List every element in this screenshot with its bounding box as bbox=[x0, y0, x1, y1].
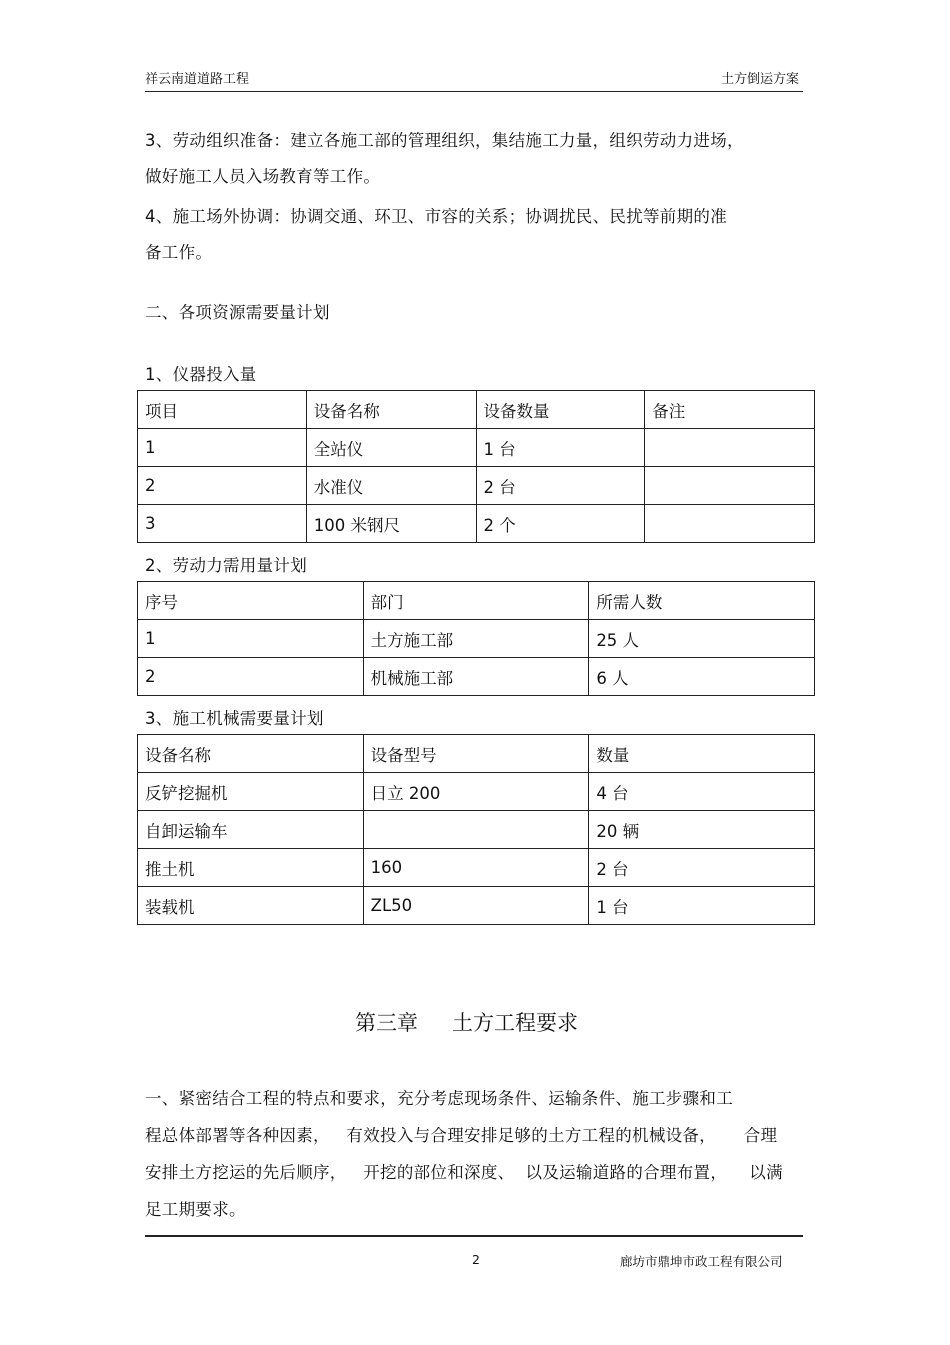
table-cell: 1 台 bbox=[589, 887, 815, 925]
table-cell: 2 个 bbox=[476, 505, 645, 543]
body-line1: 一、紧密结合工程的特点和要求，充分考虑现场条件、运输条件、施工步骤和工 bbox=[145, 1089, 733, 1108]
table-cell: 2 台 bbox=[476, 467, 645, 505]
footer-company: 廊坊市鼎坤市政工程有限公司 bbox=[620, 1254, 783, 1269]
table-header-cell: 设备数量 bbox=[476, 391, 645, 429]
table-cell: 装载机 bbox=[138, 887, 364, 925]
machinery-table bbox=[137, 734, 815, 925]
table-cell: 4 台 bbox=[589, 773, 815, 811]
table-cell: 水准仪 bbox=[306, 467, 476, 505]
table-cell: 1 台 bbox=[476, 429, 645, 467]
table-cell: 160 bbox=[363, 849, 589, 887]
table-cell bbox=[645, 467, 815, 505]
body-line2: 程总体部署等各种因素， 有效投入与合理安排足够的土方工程的机械设备， 合理 bbox=[145, 1126, 778, 1145]
table-row bbox=[138, 429, 815, 467]
table-cell: 2 bbox=[138, 467, 307, 505]
table-cell: 自卸运输车 bbox=[138, 811, 364, 849]
table-cell: 25 人 bbox=[589, 620, 815, 658]
table-header-cell: 备注 bbox=[645, 391, 815, 429]
table-header-cell: 数量 bbox=[589, 735, 815, 773]
table-cell bbox=[645, 505, 815, 543]
body-line4: 足工期要求。 bbox=[145, 1200, 246, 1219]
table-header-cell: 序号 bbox=[138, 582, 364, 620]
table-cell bbox=[363, 811, 589, 849]
table-cell: 推土机 bbox=[138, 849, 364, 887]
table-cell: 反铲挖掘机 bbox=[138, 773, 364, 811]
table-cell: 1 bbox=[138, 620, 364, 658]
table-cell: 100 米钢尺 bbox=[306, 505, 476, 543]
header-rule bbox=[145, 91, 803, 92]
table-cell: 机械施工部 bbox=[363, 658, 589, 696]
table-cell: 20 辆 bbox=[589, 811, 815, 849]
header-right: 土方倒运方案 bbox=[721, 72, 800, 87]
table-header-cell: 设备名称 bbox=[138, 735, 364, 773]
table-header-row bbox=[138, 391, 815, 429]
table-header-row bbox=[138, 735, 815, 773]
table-cell: 6 人 bbox=[589, 658, 815, 696]
table-header-cell: 设备名称 bbox=[306, 391, 476, 429]
footer-rule bbox=[145, 1235, 803, 1237]
table-header-cell: 所需人数 bbox=[589, 582, 815, 620]
table-cell: 1 bbox=[138, 429, 307, 467]
table2-caption: 2、劳动力需用量计划 bbox=[145, 556, 307, 575]
table-row bbox=[138, 467, 815, 505]
item3-line1: 3、劳动组织准备：建立各施工部的管理组织，集结施工力量，组织劳动力进场， bbox=[145, 131, 744, 150]
body-line3: 安排土方挖运的先后顺序， 开挖的部位和深度、 以及运输道路的合理布置， 以满 bbox=[145, 1163, 783, 1182]
table-cell: 日立 200 bbox=[363, 773, 589, 811]
table-row bbox=[138, 887, 815, 925]
table-row bbox=[138, 505, 815, 543]
item3-line2: 做好施工人员入场教育等工作。 bbox=[145, 167, 381, 186]
table-cell: ZL50 bbox=[363, 887, 589, 925]
page-number: 2 bbox=[472, 1252, 480, 1267]
section2-title: 二、各项资源需要量计划 bbox=[145, 303, 330, 322]
chapter-title: 土方工程要求 bbox=[452, 1011, 578, 1035]
table-cell: 3 bbox=[138, 505, 307, 543]
table-header-cell: 项目 bbox=[138, 391, 307, 429]
instrument-table bbox=[137, 390, 815, 543]
table-cell: 2 bbox=[138, 658, 364, 696]
item4-line1: 4、施工场外协调：协调交通、环卫、市容的关系；协调扰民、民扰等前期的准 bbox=[145, 207, 727, 226]
table-cell: 土方施工部 bbox=[363, 620, 589, 658]
table-row bbox=[138, 811, 815, 849]
header-left: 祥云南道道路工程 bbox=[145, 72, 250, 87]
table-cell: 全站仪 bbox=[306, 429, 476, 467]
item4-line2: 备工作。 bbox=[145, 243, 213, 262]
table-header-cell: 设备型号 bbox=[363, 735, 589, 773]
table-row bbox=[138, 849, 815, 887]
table-row bbox=[138, 658, 815, 696]
table-header-row bbox=[138, 582, 815, 620]
table-cell: 2 台 bbox=[589, 849, 815, 887]
table3-caption: 3、施工机械需要量计划 bbox=[145, 709, 324, 728]
table-header-cell: 部门 bbox=[363, 582, 589, 620]
table1-caption: 1、仪器投入量 bbox=[145, 365, 257, 384]
labor-table bbox=[137, 581, 815, 696]
table-row bbox=[138, 773, 815, 811]
chapter-number: 第三章 bbox=[355, 1011, 418, 1035]
table-row bbox=[138, 620, 815, 658]
table-cell bbox=[645, 429, 815, 467]
